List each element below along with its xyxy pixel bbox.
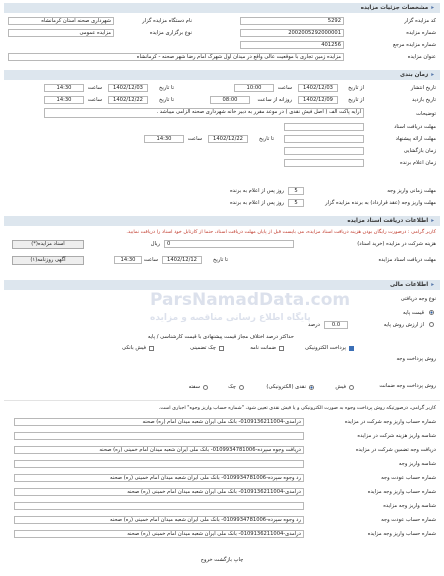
publish-from-time[interactable]: 10:00 [234,84,274,92]
times-section-header: ▸ زمان بندی [4,70,440,80]
pay-bank-slip-checkbox[interactable] [149,346,154,351]
account-row-field[interactable]: درآمدی-0109136211004- بانک ملی ایران شعبه میدان امام (ره) صحنه [14,418,304,426]
type-field[interactable]: مزایده عمومی [8,29,114,37]
pay-cheque-label: چک تضمینی [190,345,216,351]
offer-hour-label: ساعت [187,136,202,142]
financial-notice: کاربر گرامی، درصورتیکه روش پرداخت وجوه به صورت الکترونیکی و یا فیش نقدی تعیین شود، "شماره حساب واریز وجوه" اجباری است. [158,405,436,411]
account-row-field[interactable] [14,460,304,468]
deadline-to-label: تا تاریخ [213,257,228,263]
offer-label: مهلت ارائه پیشنهاد [395,136,436,142]
publish-to-time[interactable]: 14:30 [44,84,84,92]
doc-recv-field[interactable] [284,123,364,131]
account-row-field[interactable]: درآمدی-0109136211004- بانک ملی ایران شعبه میدان امام خمینی (ره) صحنه [14,488,304,496]
cost-label: هزینه شرکت در مزایده (خرید اسناد) [357,241,436,247]
pay-method-label: روش پرداخت وجه [396,356,436,362]
tender-no-label: شماره مزایده [406,30,436,36]
guar-promissory-label: سفته [188,384,200,390]
account-row-field[interactable]: رد وجوه سپرده-0109934781006- بانک ملی ایران شعبه میدان امام خمینی (ره) صحنه [14,516,304,524]
deadline-date[interactable]: 1402/12/12 [162,256,202,264]
guar-slip-label: فیش [335,384,346,390]
newspaper-ad-button[interactable]: آگهی روزنامه(۱) [12,256,84,265]
visit-to-time[interactable]: 14:30 [44,96,84,104]
deposit-type-label: نوع وجه دریافتی [400,296,436,302]
cost-unit: ریال [150,241,160,247]
publish-from-label: از تاریخ [348,85,364,91]
percent-text: از ارزش روش پایه [383,322,424,328]
deadline-label: مهلت دریافت اسناد مزایده [378,257,436,263]
docs-download-button[interactable]: اسناد مزایده(*) [12,240,84,249]
guarantee-label: روش پرداخت وجه ضمانت [379,383,436,389]
offer-field[interactable] [284,135,364,143]
visit-to-hour-label: ساعت [87,97,102,103]
offer-to-label: تا تاریخ [259,136,274,142]
offer-time[interactable]: 14:30 [144,135,184,143]
account-row-label: شناسه واریز هزینه شرکت در مزایده [357,433,436,439]
visit-label: تاریخ بازدید [412,97,436,103]
visit-to-label: تا تاریخ [159,97,174,103]
guar-cash-radio[interactable] [309,385,314,390]
open-label: زمان بازگشایی [403,148,436,154]
open-field[interactable] [284,147,364,155]
account-row-label: شماره حساب واریز وجه شرکت در مزایده [344,419,436,425]
type-label: نوع برگزاری مزایده [149,30,192,36]
pay-guarantee-label: ضمانت نامه [250,345,276,351]
account-row-field[interactable]: دریافت وجوه سپرده-0109934781006- بانک ملی ایران شعبه میدان امام خمینی (ره) صحنه [14,446,304,454]
visit-to-date[interactable]: 1402/12/22 [108,96,148,104]
account-row-label: شناسه واریز وجه [398,461,436,467]
financial-divider [4,400,440,401]
offer-date[interactable]: 1402/12/22 [208,135,248,143]
financial-section-header: ▸ اطلاعات مالی [4,280,440,290]
publish-from-date[interactable]: 1402/12/03 [298,84,338,92]
tender-code-field[interactable]: 5292 [240,17,344,25]
from-price-label: قیمت پایه [402,310,424,316]
deadline-hour-label: ساعت [143,257,158,263]
watermark-logo: ParsNamadData.com [150,290,351,310]
publish-from-hour-label: ساعت [277,85,292,91]
watermark-subtitle: پایگاه اطلاع رسانی مناقصه و مزایده [150,313,311,323]
account-row-label: شناسه واریز وجه مزایده [383,503,436,509]
validity-label: مهلت زمانی واریز وجه [387,188,436,194]
cost-field[interactable]: 0 [164,240,294,248]
details-section-header: ▸ مشخصات جزئیات مزایده [4,3,440,13]
visit-daily-hour-label: روزانه از ساعت [257,97,292,103]
visit-from-time[interactable]: 08:00 [210,96,250,104]
org-field[interactable]: شهرداری صحنه استان کرمانشاه [8,17,114,25]
docs-section-header: ▸ اطلاعات دریافت اسناد مزایده [4,216,440,226]
account-row-label: دریافت وجه تضمین شرکت در مزایده [355,447,436,453]
deadline-time[interactable]: 14:30 [114,256,142,264]
guar-promissory-radio[interactable] [203,385,208,390]
contract-unit: روز پس از اعلام به برنده [229,200,284,206]
visit-from-date[interactable]: 1402/12/09 [298,96,338,104]
subject-field[interactable]: مزایده زمین تجاری با موقعیت عالی واقع در میدان اول شهرک امام رضا شهر صحنه - کرمانشاه [8,53,344,61]
publish-to-hour-label: ساعت [87,85,102,91]
diff-label: حداکثر درصد اختلاف مجاز قیمت پیشنهادی با قیمت کارشناسی / پایه [147,334,294,340]
account-row-field[interactable] [14,432,304,440]
percent-unit: درصد [308,322,320,328]
percent-field[interactable]: 0.0 [324,321,348,329]
contract-days[interactable]: 5 [288,199,304,207]
account-row-label: شماره حساب عودت وجه [381,475,436,481]
announce-label: زمان اعلام برنده [399,160,436,166]
from-price-radio[interactable] [429,310,434,315]
pay-electronic-label: پرداخت الکترونیکی [304,345,346,351]
publish-to-date[interactable]: 1402/12/03 [108,84,148,92]
pay-electronic-checkbox[interactable] [349,346,354,351]
validity-unit: روز پس از اعلام به برنده [229,188,284,194]
announce-field[interactable] [284,159,364,167]
publish-to-label: تا تاریخ [159,85,174,91]
footer-actions[interactable]: چاپ بازگشت خروج [200,557,244,563]
desc-field[interactable]: ارایه پاکت الف ( اصل فیش نقدی ) در موعد مقرر به دبیر خانه شهرداری صحنه الزامی میباشد . [44,108,364,118]
docs-notice: کاربر گرامی : درصورت رایگان بودن هزینه دریافت اسناد مزایده، می بایست قبل از پایان مهلت دریافت اسناد، حتما از کارتابل خود اسناد را دریافت نمایید. [126,229,436,235]
pay-bank-slip-label: فیش بانکی [122,345,146,351]
account-row-field[interactable] [14,502,304,510]
account-row-label: شماره حساب عودت وجه [381,517,436,523]
account-row-field[interactable]: رد وجوه سپرده-0109934781006- بانک ملی ایران شعبه میدان امام خمینی (ره) صحنه [14,474,304,482]
publish-label: تاریخ انتشار [410,85,436,91]
desc-label: توضیحات [416,111,436,117]
visit-from-label: از تاریخ [348,97,364,103]
org-label: نام دستگاه مزایده گزار [142,18,192,24]
subject-label: عنوان مزایده [407,54,436,60]
validity-days[interactable]: 5 [288,187,304,195]
pay-guarantee-checkbox[interactable] [279,346,284,351]
tender-code-label: کد مزایده گزار [404,18,436,24]
tender-no-field[interactable]: 2002005292000001 [240,29,344,37]
guar-cheque-radio[interactable] [239,385,244,390]
ref-no-field[interactable]: 401256 [240,41,344,49]
pay-cheque-checkbox[interactable] [219,346,224,351]
contract-label: مهلت واریز وجه (عقد قرارداد) به برنده مزایده گزار [325,200,436,206]
doc-recv-label: مهلت دریافت اسناد [394,124,436,130]
ref-no-label: شماره مزایده مرجع [392,42,436,48]
percent-radio[interactable] [429,322,434,327]
guar-cheque-label: چک [228,384,236,390]
account-row-label: شماره حساب واریز وجه مزایده [367,531,436,537]
guar-cash-label: نقدی (الکترونیکی) [266,384,306,390]
account-row-label: شماره حساب واریز وجه مزایده [367,489,436,495]
account-row-field[interactable]: درآمدی-0109136211004- بانک ملی ایران شعبه میدان امام خمینی (ره) صحنه [14,530,304,538]
guar-slip-radio[interactable] [349,385,354,390]
